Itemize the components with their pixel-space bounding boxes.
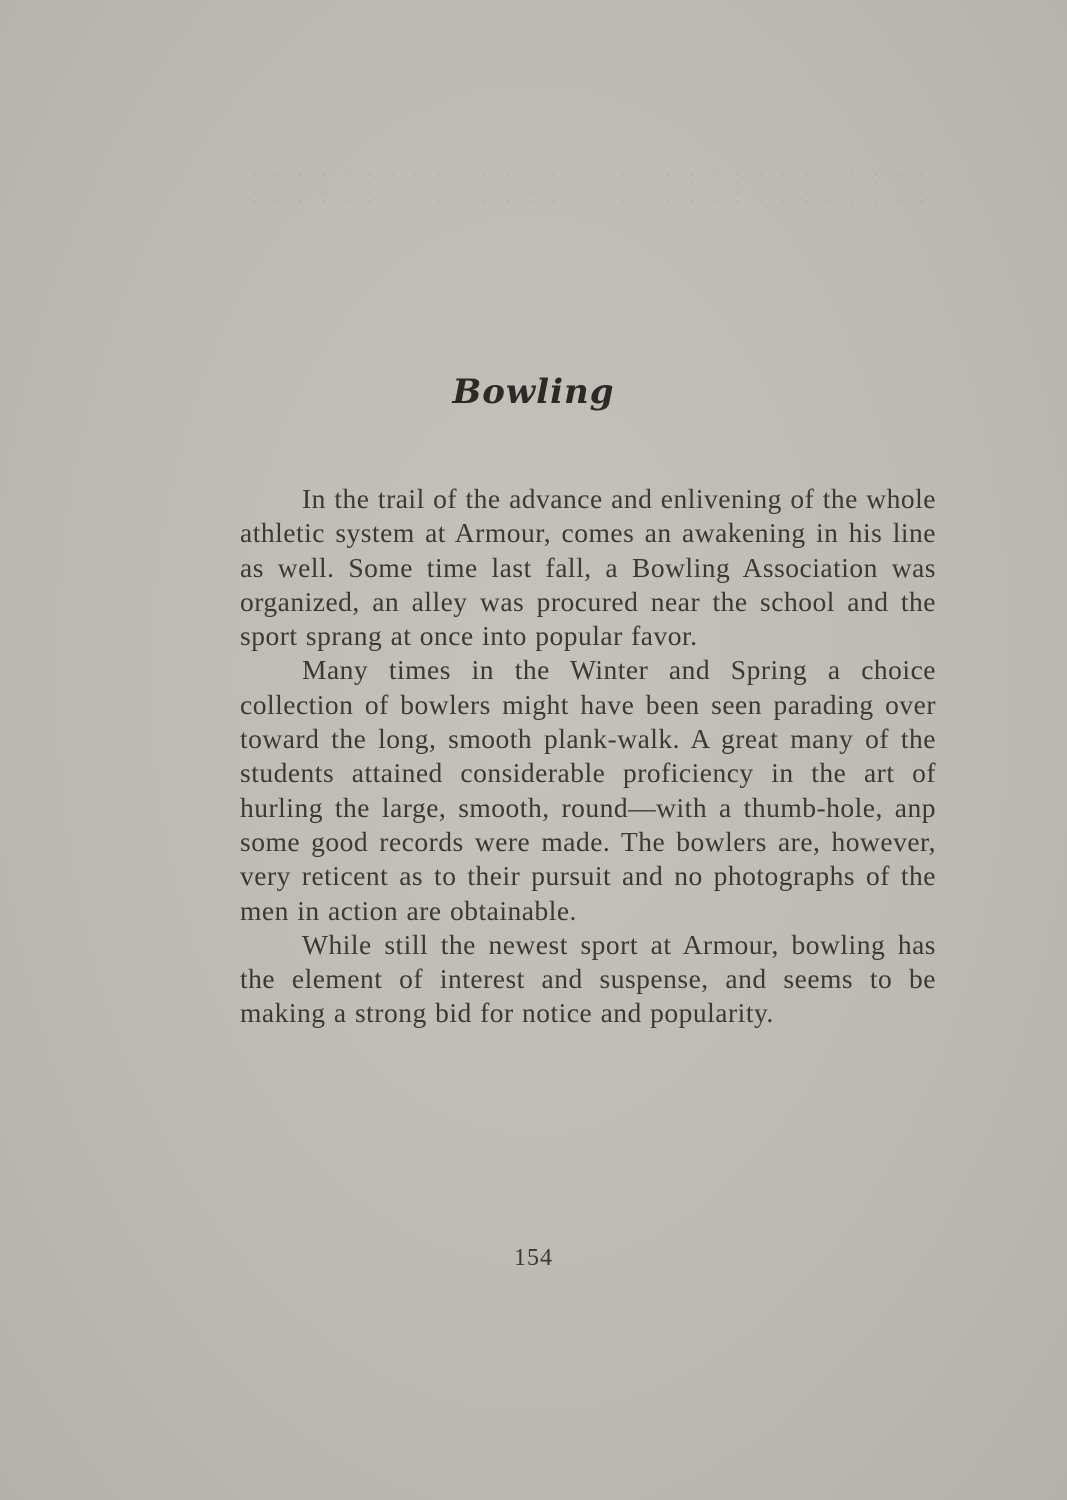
paragraph-2: Many times in the Winter and Spring a choice collection of bowlers might have been seen parading over toward the long, smooth plank-walk. A great many of the students attained considerable proficiency in the art of hurling the large, smooth, round—with a thumb-hole, anp some good records were made. The bowlers are, however, very reticent as to their pursuit and no photographs of the men in action are obtainable. [240,654,936,926]
page-title: Bowling [452,372,615,412]
print-speckle-decoration [220,170,950,210]
paragraph-1: In the trail of the advance and enlivening of the whole athletic system at Armour, comes an awakening in his line as well. Some time last fall, a Bowling Association was organized, an alley was procured near the school and the sport sprang at once into popular favor. [240,483,936,652]
article-body [240,482,936,1031]
page-number: 154 [514,1245,553,1271]
paragraph-3: While still the newest sport at Armour, bowling has the element of interest and suspense, and seems to be making a strong bid for notice and popularity. [240,928,936,1029]
